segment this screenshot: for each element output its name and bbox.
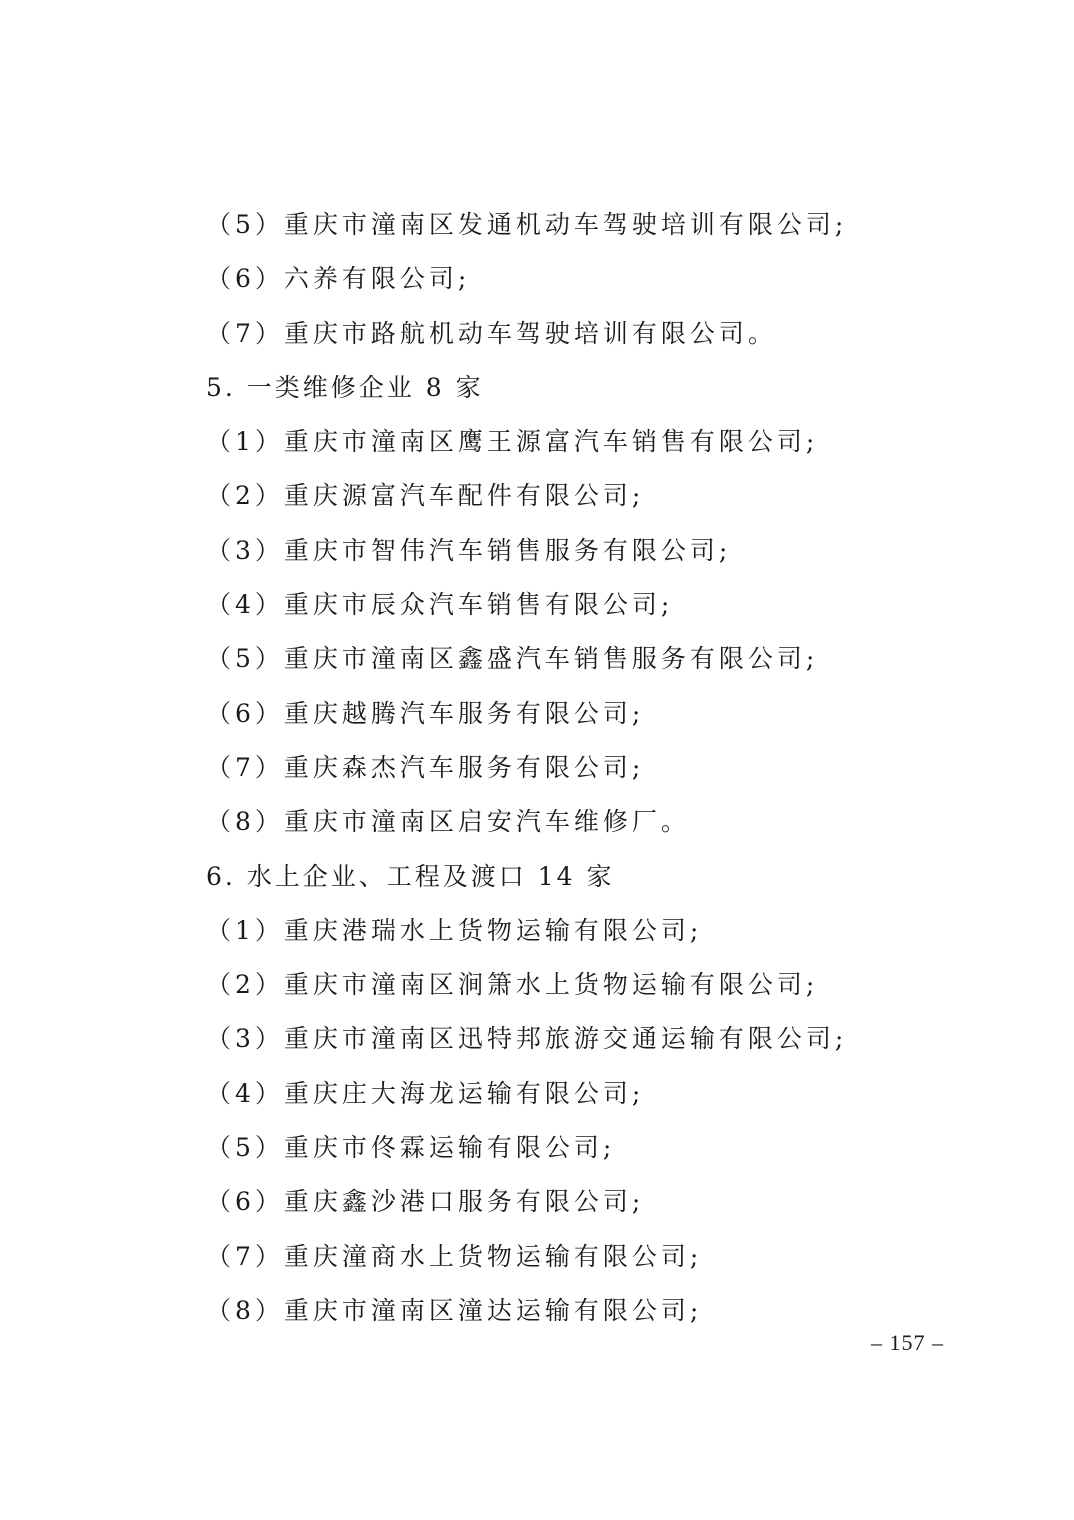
list-item: （6）重庆鑫沙港口服务有限公司; — [206, 1187, 645, 1217]
list-item: （5）重庆市佟霖运输有限公司; — [206, 1133, 616, 1163]
list-item: （4）重庆庄大海龙运输有限公司; — [206, 1078, 645, 1108]
list-item: （2）重庆源富汽车配件有限公司; — [206, 481, 645, 511]
list-item: （7）重庆潼商水上货物运输有限公司; — [206, 1241, 703, 1271]
list-item: （2）重庆市潼南区涧箫水上货物运输有限公司; — [206, 970, 819, 1000]
section-heading: 5. 一类维修企业 8 家 — [206, 372, 484, 402]
list-item: （1）重庆市潼南区鹰王源富汽车销售有限公司; — [206, 427, 819, 457]
page-number: – 157 – — [871, 1330, 944, 1355]
document-body — [206, 198, 926, 1338]
list-item: （5）重庆市潼南区鑫盛汽车销售服务有限公司; — [206, 644, 819, 674]
list-item: （5）重庆市潼南区发通机动车驾驶培训有限公司; — [206, 210, 848, 239]
list-item: （8）重庆市潼南区启安汽车维修厂。 — [206, 807, 690, 837]
list-item: （6）重庆越腾汽车服务有限公司; — [206, 698, 645, 728]
list-item: （4）重庆市辰众汽车销售有限公司; — [206, 590, 674, 620]
section-heading: 6. 水上企业、工程及渡口 14 家 — [206, 861, 615, 891]
list-item: （3）重庆市智伟汽车销售服务有限公司; — [206, 535, 732, 565]
list-item: （7）重庆市路航机动车驾驶培训有限公司。 — [206, 318, 777, 348]
list-item: （1）重庆港瑞水上货物运输有限公司; — [206, 915, 703, 945]
list-item: （3）重庆市潼南区迅特邦旅游交通运输有限公司; — [206, 1024, 848, 1054]
list-item: （8）重庆市潼南区潼达运输有限公司; — [206, 1295, 703, 1325]
list-item: （6）六养有限公司; — [206, 264, 471, 294]
list-item: （7）重庆森杰汽车服务有限公司; — [206, 752, 645, 782]
